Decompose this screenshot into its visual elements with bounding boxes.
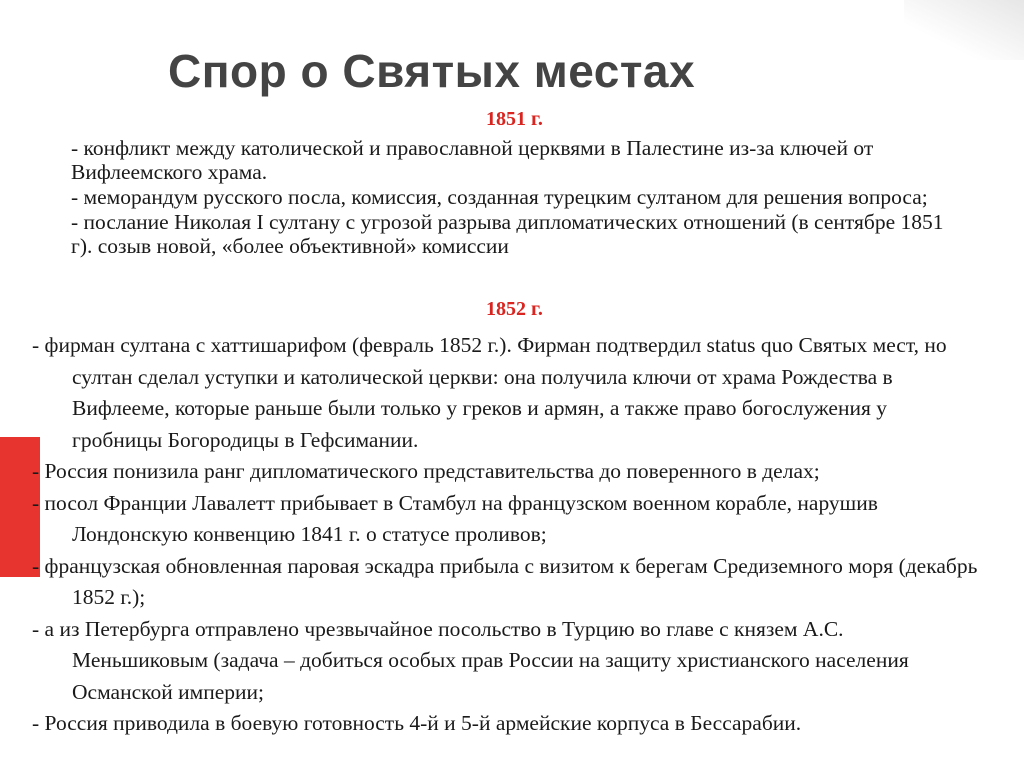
paragraph-1852-lavalette: - посол Франции Лавалетт прибывает в Стамбул на французском военном корабле, нарушив Лондонскую конвенцию 1841 г. о статусе проливов;	[32, 490, 878, 546]
section-1852-text	[32, 330, 982, 740]
paragraph-1852-corps: - Россия приводила в боевую готовность 4-й и 5-й армейские корпуса в Бессарабии.	[32, 711, 802, 735]
paragraph-1852-firman: - фирман султана с хаттишарифом (февраль 1852 г.). Фирман подтвердил status quo Святых мест, но султан сделал уступки и католической церкви: она получила ключи от храма Рождества в Вифлееме, которые раньше были только у греков и армян, а также право богослужения у гробницы Богородицы в Гефсимании.	[32, 333, 947, 452]
paragraph-1852-rank: - Россия понизила ранг дипломатического представительства до поверенного в делах;	[32, 459, 820, 483]
section-1851-text	[71, 136, 961, 259]
year-heading-1852: 1852 г.	[486, 298, 543, 320]
paragraph-1851-memorandum: - меморандум русского посла, комиссия, созданная турецким султаном для решения вопроса;	[71, 185, 928, 209]
year-heading-1851: 1851 г.	[486, 108, 543, 130]
corner-shadow	[904, 0, 1024, 60]
paragraph-1852-squadron: - французская обновленная паровая эскадра прибыла с визитом к берегам Средиземного моря (декабрь 1852 г.);	[32, 553, 978, 609]
paragraph-1852-embassy: - а из Петербурга отправлено чрезвычайное посольство в Турцию во главе с князем А.С. Меньшиковым (задача – добиться особых прав России на защиту христианского населения Османской империи;	[32, 616, 909, 704]
paragraph-1851-conflict: - конфликт между католической и православной церквями в Палестине из-за ключей от Вифлеемского храма.	[71, 136, 874, 184]
paragraph-1851-message: - послание Николая I султану с угрозой разрыва дипломатических отношений (в сентябре 1851 г). созыв новой, «более объективной» комиссии	[71, 210, 944, 258]
slide-title: Спор о Святых местах	[168, 45, 696, 97]
